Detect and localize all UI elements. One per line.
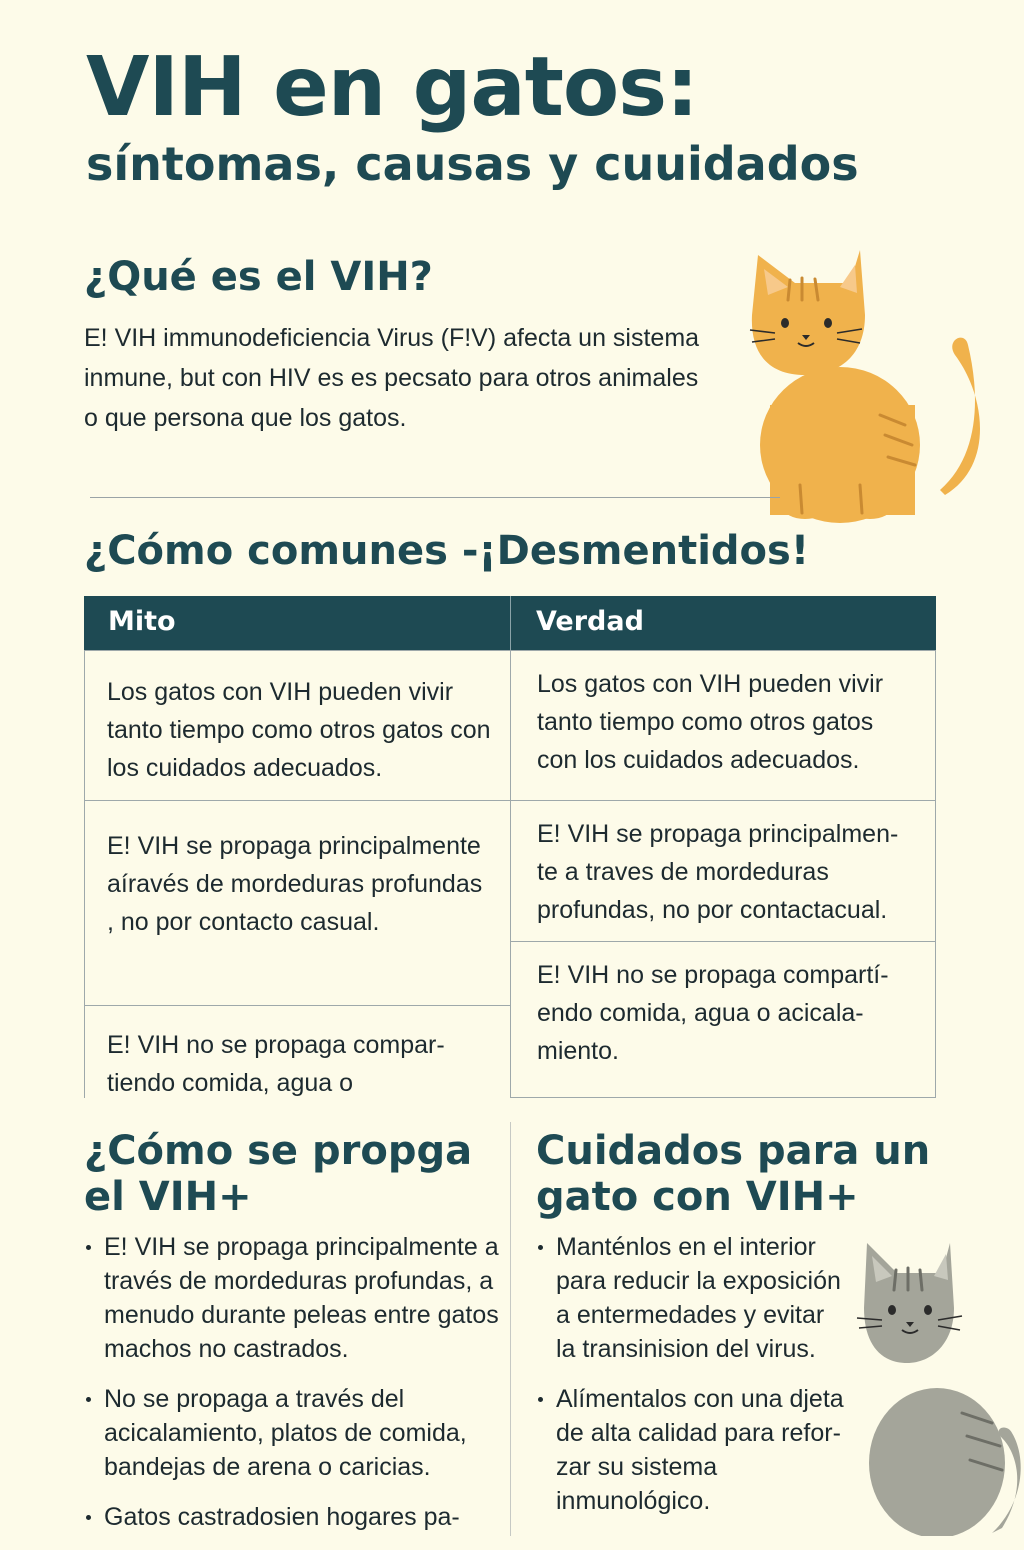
myths-heading: ¿Cómo comunes -¡Desmentidos! [84, 528, 810, 574]
list-item: E! VIH se propaga principalmente a través de mordeduras profundas, a menudo durante peleas entre gatos machos no castrados. [84, 1230, 504, 1366]
table-cell-myth: Los gatos con VIH pueden vivir tanto tiempo como otros gatos con los cuidados adecuados. [84, 650, 511, 801]
list-item: Gatos castradosien hogares pa- [84, 1500, 504, 1534]
spread-list [84, 1230, 504, 1550]
section-divider [90, 497, 780, 498]
gray-cat-illustration [852, 1238, 1024, 1536]
list-item: Manténlos en el interior para reducir la exposición a entermedades y evitar la transinision del virus. [536, 1230, 846, 1366]
care-heading: Cuidados para un gato con VIH+ [536, 1128, 931, 1220]
table-cell-truth: Los gatos con VIH pueden vivir tanto tiempo como otros gatos con los cuidados adecuados. [510, 650, 936, 801]
page-subtitle: síntomas, causas y cuuidados [86, 137, 859, 191]
table-cell-myth: E! VIH se propaga principalmente aíravés de mordeduras profundas , no por contacto casual. [84, 800, 511, 1006]
table-header [84, 596, 936, 650]
intro-text: E! VIH immunodeficiencia Virus (F!V) afecta un sistema inmune, but con HIV es es pecsato para otros animales o que persona que los gatos. [84, 324, 700, 432]
column-header-truth: Verdad [536, 606, 644, 637]
intro-heading: ¿Qué es el VIH? [84, 254, 433, 300]
table-cell-truth: E! VIH se propaga principalmen- te a traves de mordeduras profundas, no por contactacual. [510, 800, 936, 942]
orange-cat-illustration [740, 245, 980, 525]
care-list [536, 1230, 846, 1534]
column-divider [510, 1122, 511, 1536]
table-cell-myth: E! VIH no se propaga compar- tiendo comida, agua o [84, 1005, 511, 1098]
column-header-myth: Mito [108, 606, 176, 637]
list-item: No se propaga a través del acicalamiento, platos de comida, bandejas de arena o caricias. [84, 1382, 504, 1484]
table-cell-truth: E! VIH no se propaga compartí- endo comida, agua o acicala- miento. [510, 941, 936, 1098]
list-item: Alímentalos con una djeta de alta calidad para refor- zar su sistema inmunológico. [536, 1382, 846, 1518]
spread-heading: ¿Cómo se propga el VIH+ [84, 1128, 473, 1220]
page-title: VIH en gatos: [86, 40, 698, 135]
